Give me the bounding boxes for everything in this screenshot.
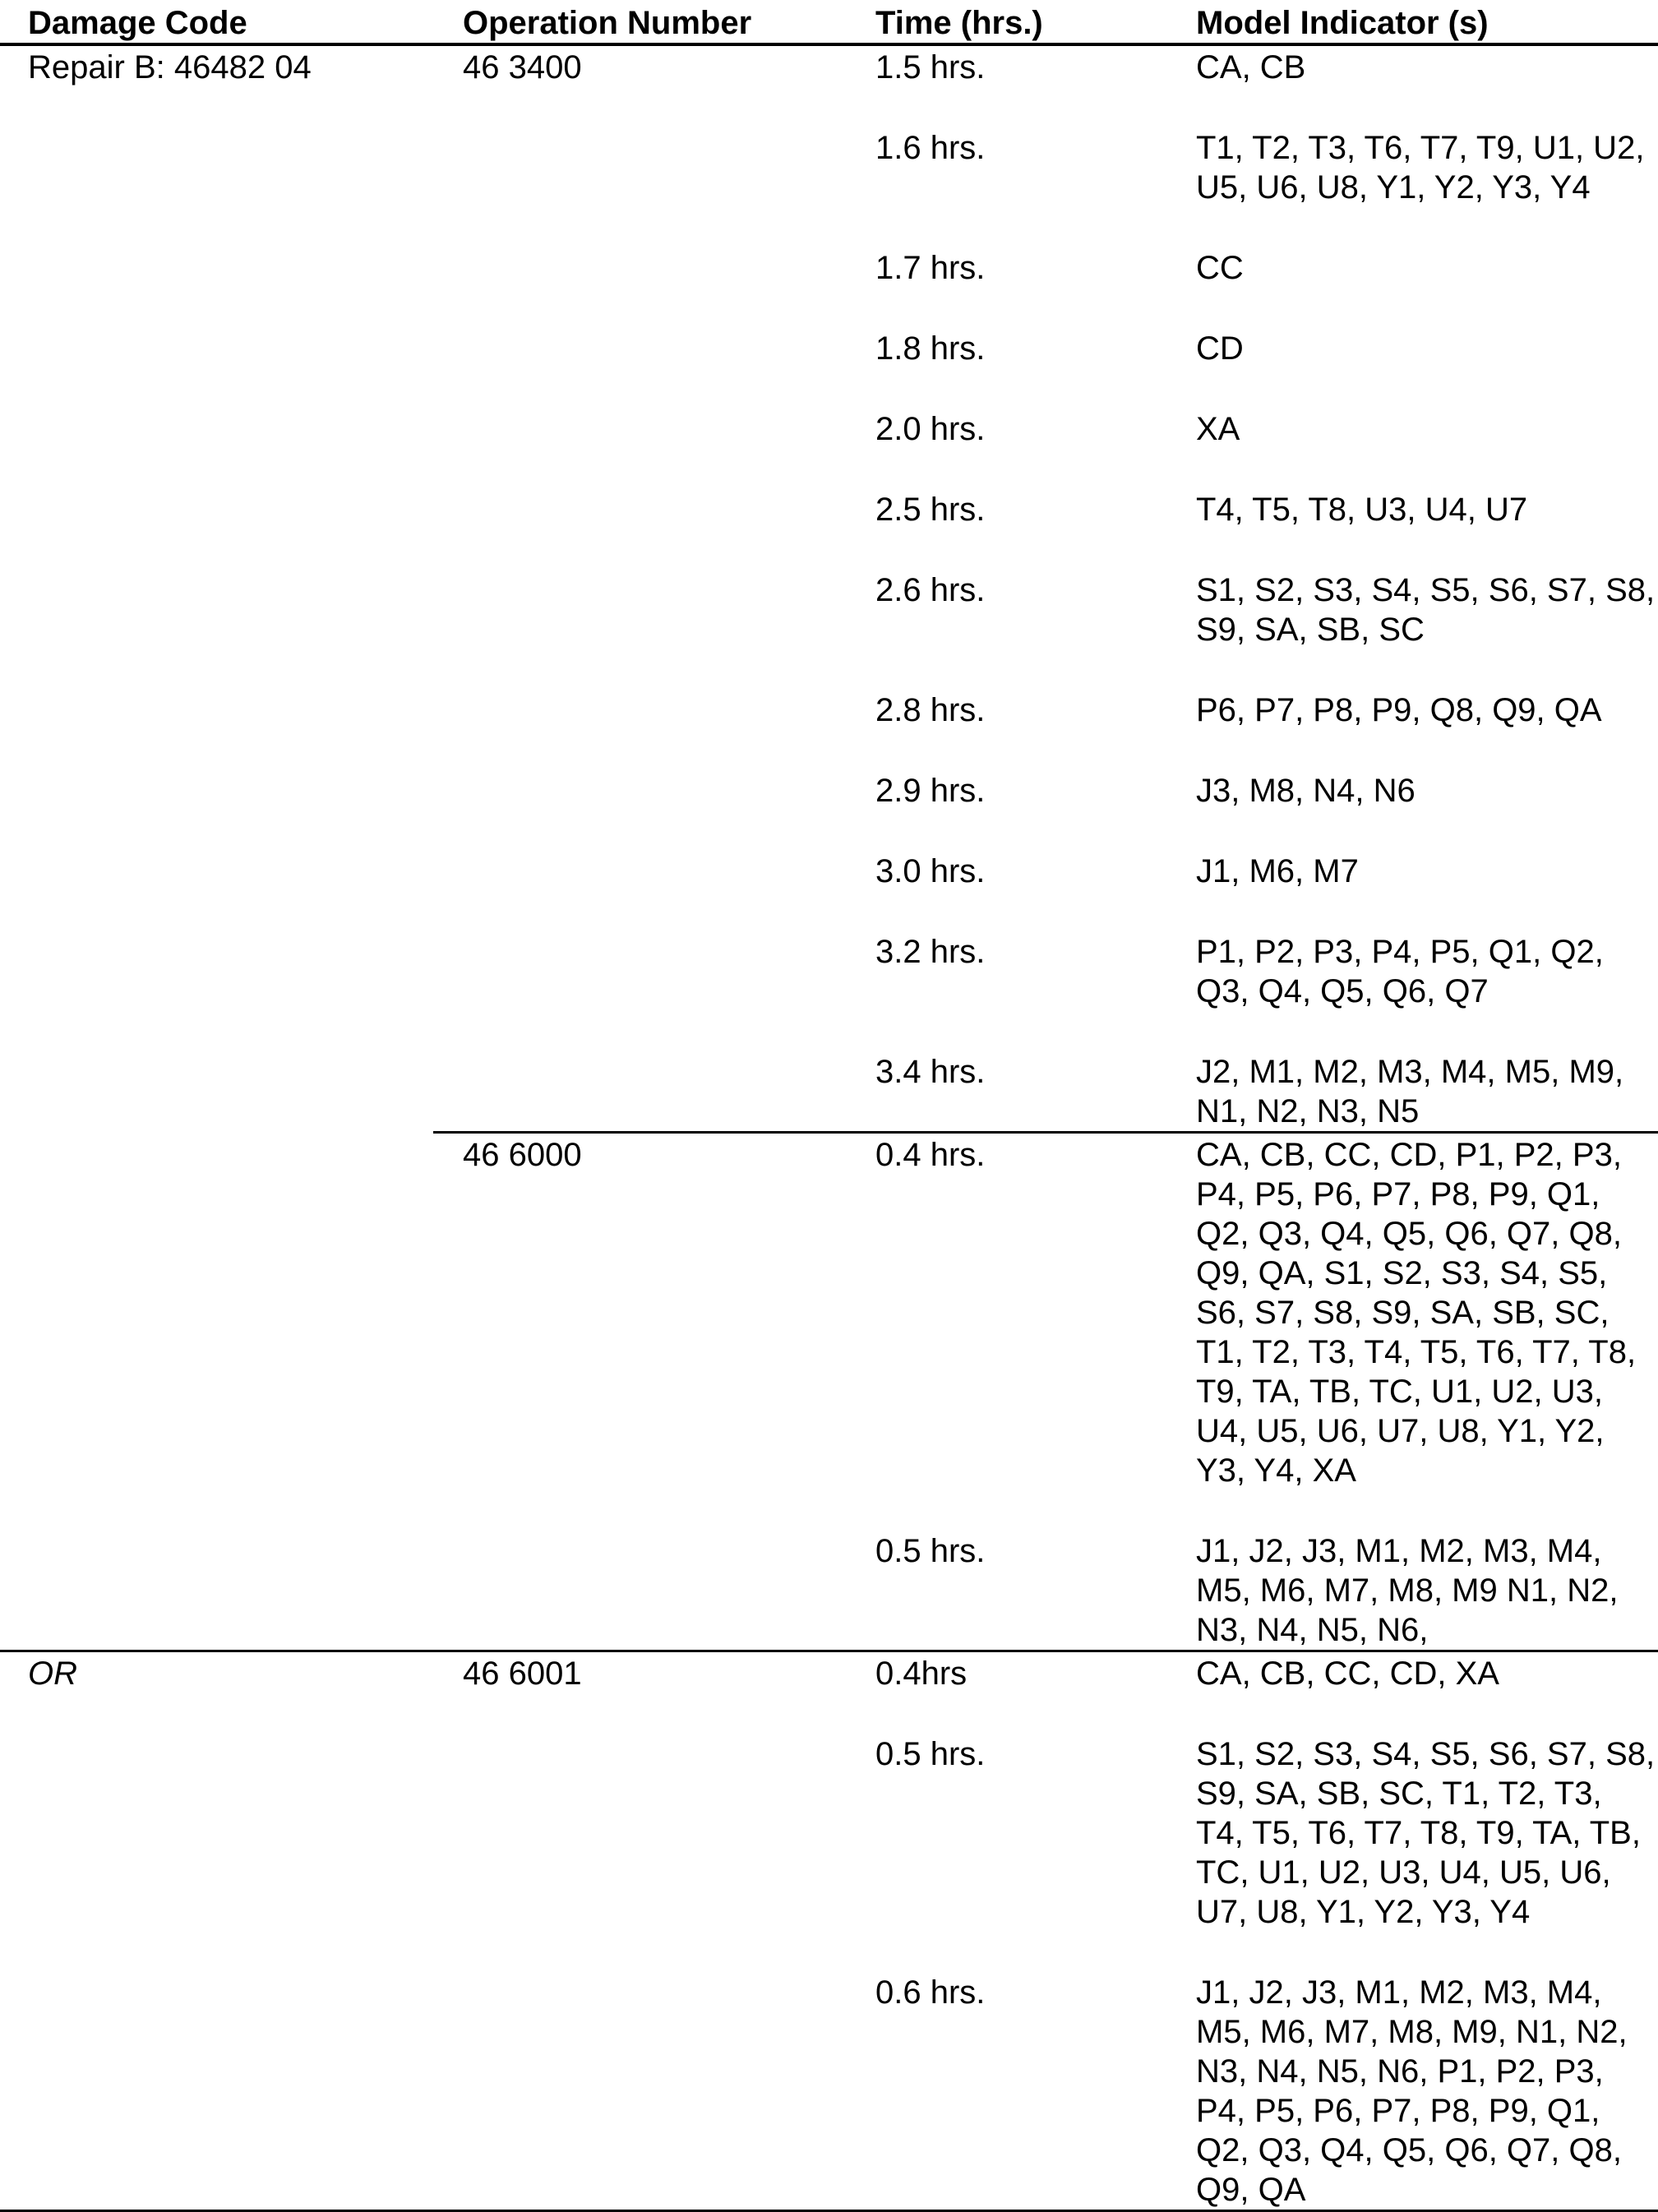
labor-operations-table: [0, 3, 1658, 2212]
table-row: [0, 569, 1658, 689]
damage-code-cell: Repair B: 46482 04: [28, 49, 312, 85]
model-indicators-cell: XA: [1196, 411, 1240, 447]
model-indicators-cell: CD: [1196, 330, 1244, 367]
time-cell: 2.0 hrs.: [875, 411, 986, 447]
damage-code-cell: [0, 1133, 433, 1531]
header-time: Time (hrs.): [846, 3, 1166, 44]
model-indicators-cell: J3, M8, N4, N6: [1196, 773, 1416, 809]
table-row: [0, 1733, 1658, 1971]
time-cell: 2.9 hrs.: [875, 773, 986, 809]
table-row: [0, 247, 1658, 327]
table-row: [0, 408, 1658, 488]
table-row: [0, 769, 1658, 850]
model-indicators-cell: CA, CB: [1196, 49, 1306, 85]
table-row: [0, 44, 1658, 127]
model-indicators-cell: J1, J2, J3, M1, M2, M3, M4, M5, M6, M7, M8, M9, N1, N2, N3, N4, N5, N6, P1, P2, P3, P4, P5, P6, P7, P8, P9, Q1, Q2, Q3, Q4, Q5, Q6, Q7, Q8, Q9, QA: [1166, 1971, 1658, 2211]
model-indicators-cell: J1, M6, M7: [1196, 853, 1359, 889]
table-row: [0, 689, 1658, 769]
operation-number-cell: 46 6001: [463, 1656, 582, 1692]
operation-number-cell: 46 3400: [463, 49, 582, 85]
model-indicators-cell: S1, S2, S3, S4, S5, S6, S7, S8, S9, SA, SB, SC: [1196, 572, 1656, 648]
time-cell: 0.5 hrs.: [846, 1530, 1166, 1651]
time-cell: 2.5 hrs.: [875, 492, 986, 528]
table-row: [0, 1651, 1658, 1734]
time-cell: 2.6 hrs.: [875, 572, 986, 608]
model-indicators-cell: P6, P7, P8, P9, Q8, Q9, QA: [1196, 692, 1602, 728]
model-indicators-cell: T1, T2, T3, T6, T7, T9, U1, U2, U5, U6, U8, Y1, Y2, Y3, Y4: [1196, 130, 1645, 205]
table-row: [0, 127, 1658, 247]
table-row: [0, 1530, 1658, 1651]
time-cell: 0.4 hrs.: [875, 1137, 986, 1173]
model-indicators-cell: CC: [1196, 250, 1244, 286]
time-cell: 1.5 hrs.: [875, 49, 986, 85]
model-indicators-cell: P1, P2, P3, P4, P5, Q1, Q2, Q3, Q4, Q5, Q6, Q7: [1196, 934, 1604, 1009]
model-indicators-cell: CA, CB, CC, CD, P1, P2, P3, P4, P5, P6, P7, P8, P9, Q1, Q2, Q3, Q4, Q5, Q6, Q7, Q8, Q9, QA, S1, S2, S3, S4, S5, S6, S7, S8, S9, SA, SB, SC, T1, T2, T3, T4, T5, T6, T7, T8, T9, TA, TB, TC, U1, U2, U3, U4, U5, U6, U7, U8, Y1, Y2, Y3, Y4, XA: [1196, 1137, 1637, 1489]
time-cell: 3.2 hrs.: [875, 934, 986, 970]
table-row: [0, 1133, 1658, 1531]
model-indicators-cell: S1, S2, S3, S4, S5, S6, S7, S8, S9, SA, SB, SC, T1, T2, T3, T4, T5, T6, T7, T8, T9, TA, TB, TC, U1, U2, U3, U4, U5, U6, U7, U8, Y1, Y2, Y3, Y4: [1196, 1736, 1656, 1930]
table-row: [0, 850, 1658, 931]
header-model-indicators: Model Indicator (s): [1166, 3, 1658, 44]
time-cell: 1.7 hrs.: [875, 250, 986, 286]
table-header-row: [0, 3, 1658, 44]
table-row: [0, 327, 1658, 408]
time-cell: 0.6 hrs.: [846, 1971, 1166, 2211]
time-cell: 2.8 hrs.: [875, 692, 986, 728]
table-row: [0, 1971, 1658, 2211]
model-indicators-cell: J1, J2, J3, M1, M2, M3, M4, M5, M6, M7, M8, M9 N1, N2, N3, N4, N5, N6,: [1166, 1530, 1658, 1651]
model-indicators-cell: T4, T5, T8, U3, U4, U7: [1196, 492, 1528, 528]
header-operation-number: Operation Number: [433, 3, 846, 44]
model-indicators-cell: J2, M1, M2, M3, M4, M5, M9, N1, N2, N3, N5: [1166, 1051, 1658, 1133]
table-row: [0, 931, 1658, 1051]
damage-code-cell: OR: [28, 1656, 77, 1692]
table-body: [0, 44, 1658, 2211]
time-cell: 3.4 hrs.: [846, 1051, 1166, 1133]
table-row: [0, 488, 1658, 569]
time-cell: 0.5 hrs.: [875, 1736, 986, 1772]
time-cell: 1.6 hrs.: [875, 130, 986, 166]
time-cell: 0.4hrs: [875, 1656, 968, 1692]
time-cell: 1.8 hrs.: [875, 330, 986, 367]
operation-number-cell: 46 6000: [463, 1137, 582, 1173]
header-damage-code: Damage Code: [0, 3, 433, 44]
table-row: [0, 1051, 1658, 1133]
time-cell: 3.0 hrs.: [875, 853, 986, 889]
model-indicators-cell: CA, CB, CC, CD, XA: [1196, 1656, 1499, 1692]
